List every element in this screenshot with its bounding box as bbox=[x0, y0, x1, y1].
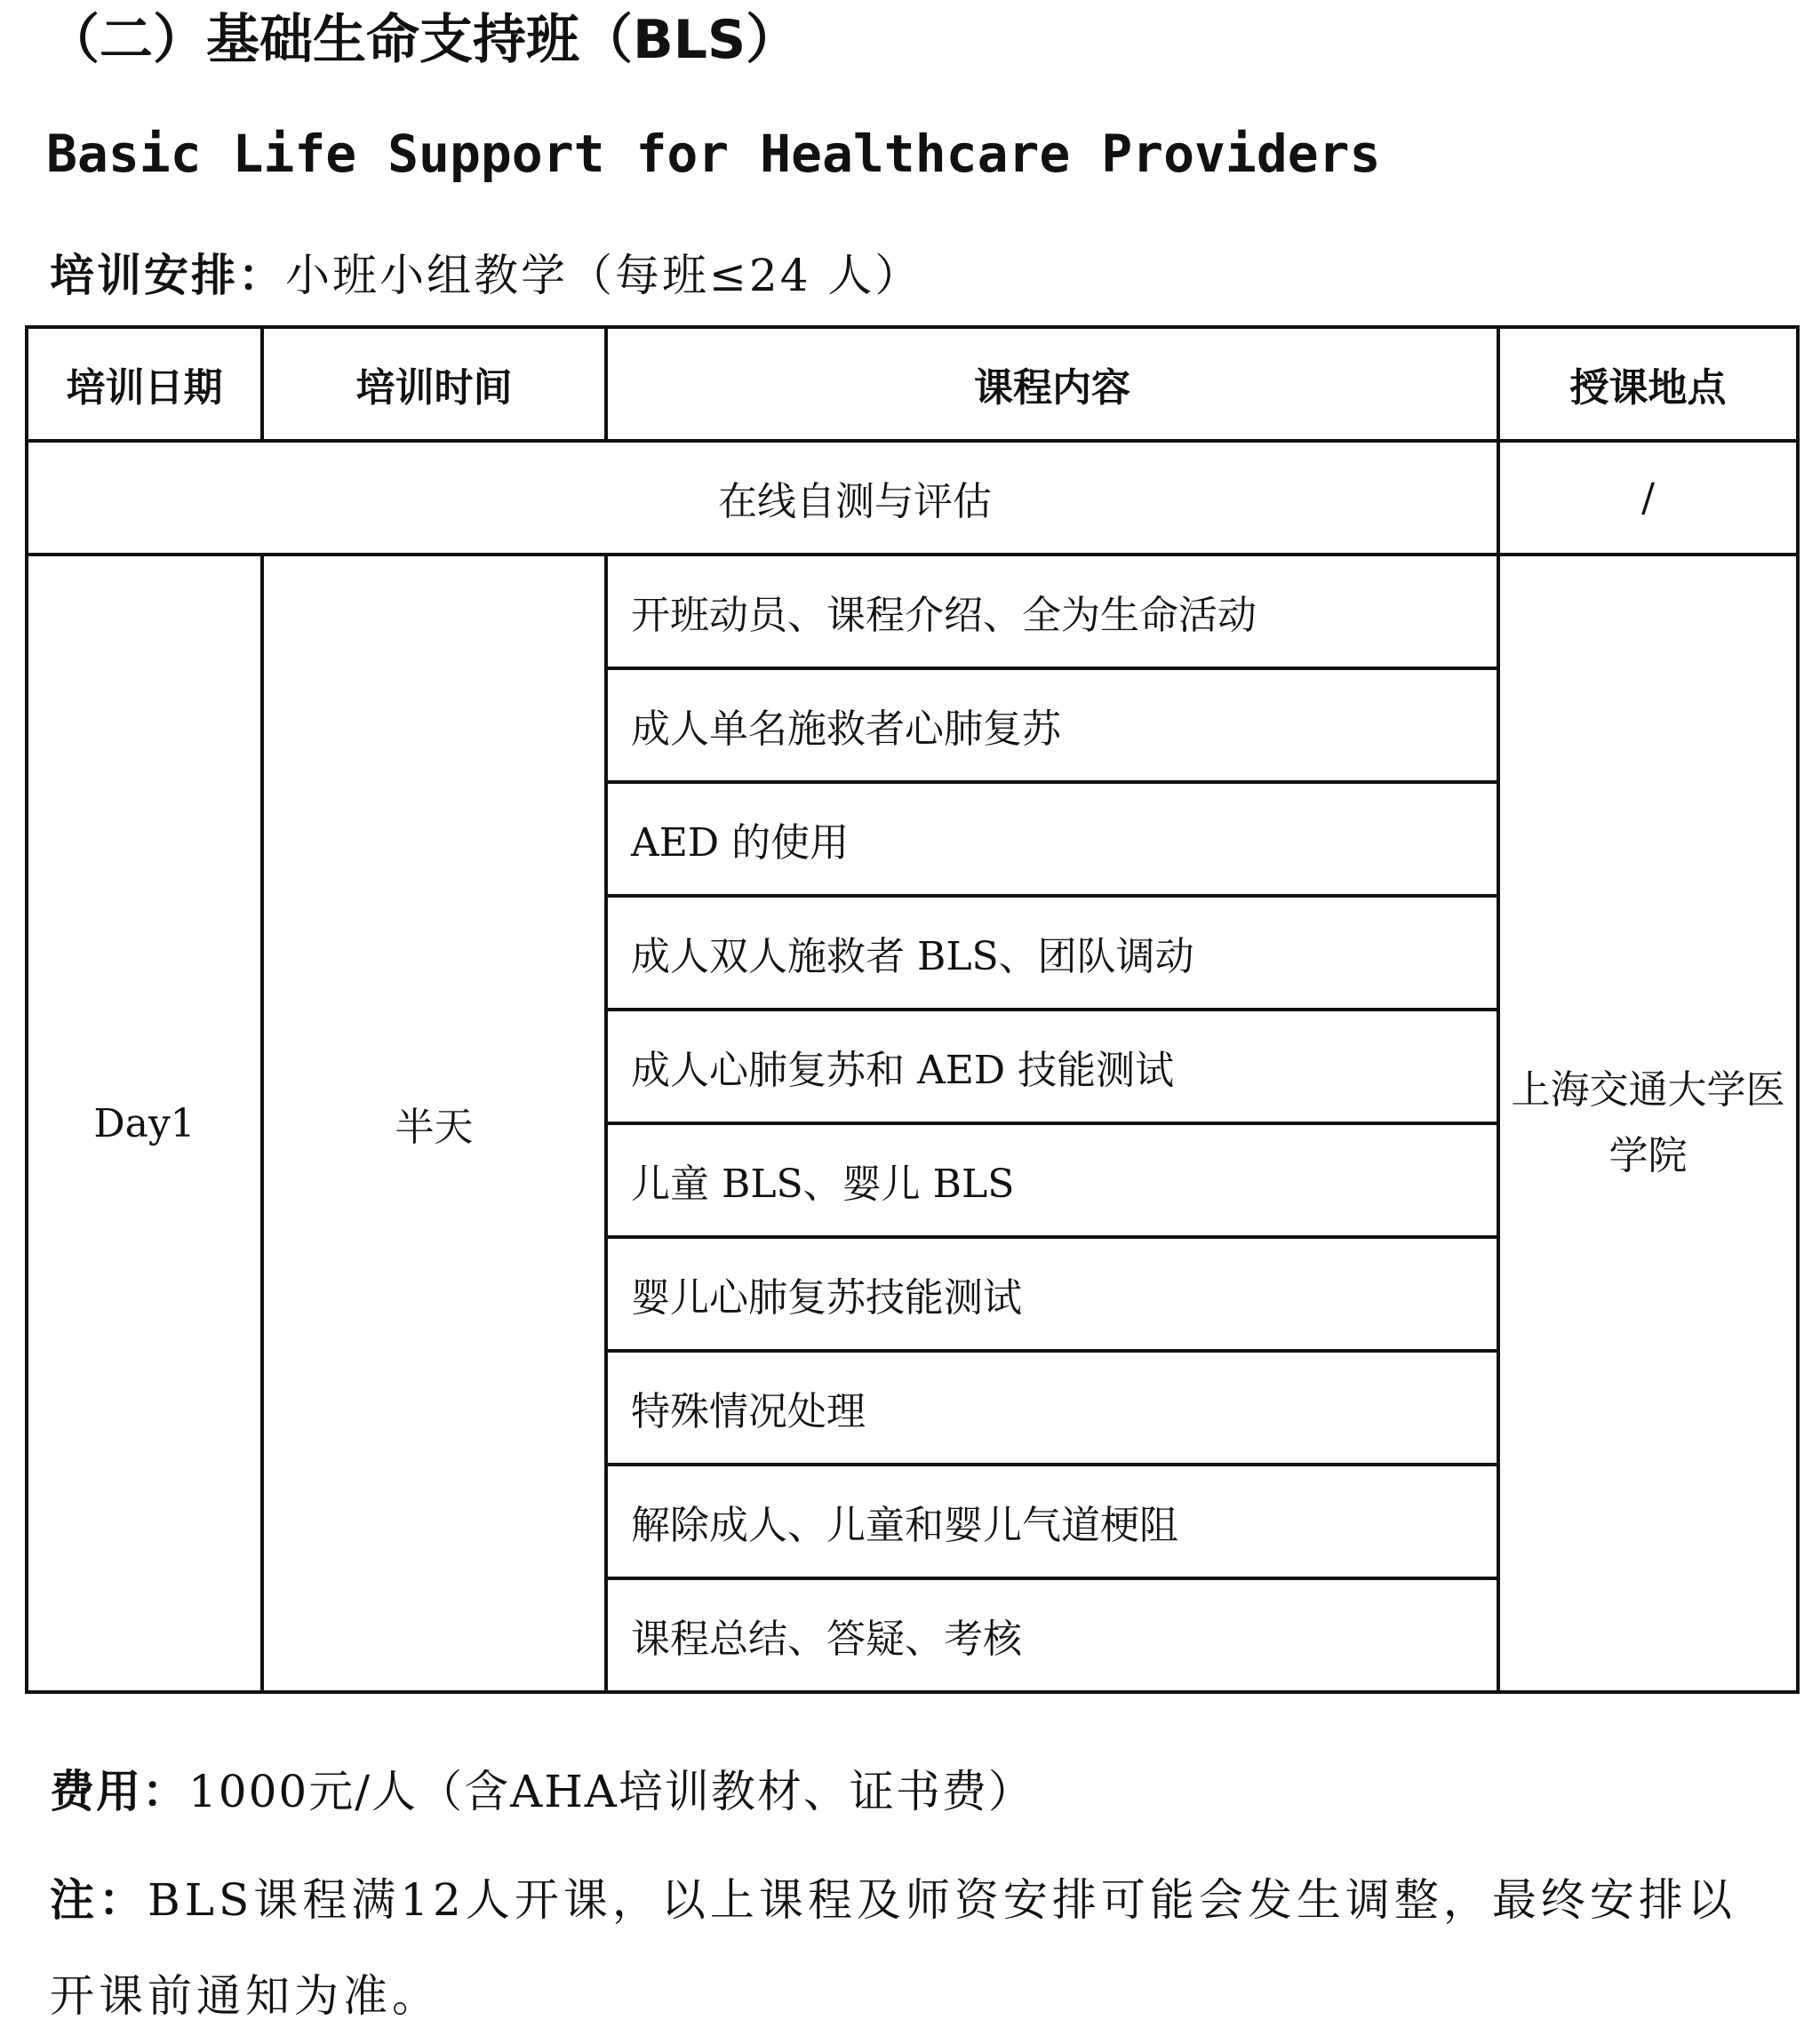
note-paragraph bbox=[50, 1852, 1783, 2044]
online-assessment-row bbox=[27, 441, 1798, 555]
training-arrangement bbox=[50, 240, 922, 311]
course-item: 成人单名施救者心肺复苏 bbox=[606, 668, 1498, 782]
table-row bbox=[27, 555, 1798, 668]
header-training-time: 培训时间 bbox=[262, 327, 606, 441]
course-item: 成人心肺复苏和 AED 技能测试 bbox=[606, 1010, 1498, 1123]
course-item: 开班动员、课程介绍、全为生命活动 bbox=[606, 555, 1498, 668]
course-item: 成人双人施救者 BLS、团队调动 bbox=[606, 896, 1498, 1010]
table-header-row bbox=[27, 327, 1798, 441]
course-item: 儿童 BLS、婴儿 BLS bbox=[606, 1123, 1498, 1237]
course-item: 特殊情况处理 bbox=[606, 1351, 1498, 1465]
section-title: （二）基础生命支持班（BLS） bbox=[46, 9, 800, 71]
fee-line bbox=[50, 1756, 1034, 1827]
course-item: 解除成人、儿童和婴儿气道梗阻 bbox=[606, 1465, 1498, 1578]
day-cell: Day1 bbox=[27, 555, 262, 1692]
course-subtitle-english: Basic Life Support for Healthcare Providers bbox=[46, 124, 1381, 184]
note-text: BLS课程满12人开课，以上课程及师资安排可能会发生调整，最终安排以开课前通知为准。 bbox=[50, 1874, 1736, 2022]
course-item: 婴儿心肺复苏技能测试 bbox=[606, 1237, 1498, 1351]
header-location: 授课地点 bbox=[1498, 327, 1798, 441]
location-cell: 上海交通大学医学院 bbox=[1498, 555, 1798, 1692]
note-label: 注： bbox=[50, 1874, 148, 1926]
time-cell: 半天 bbox=[262, 555, 606, 1692]
schedule-table bbox=[25, 325, 1800, 1694]
fee-text: 1000元/人（含AHA培训教材、证书费） bbox=[188, 1766, 1034, 1817]
online-assessment-cell bbox=[27, 441, 1498, 555]
fee-label: 费用： bbox=[50, 1766, 188, 1817]
course-item: AED 的使用 bbox=[606, 782, 1498, 896]
header-training-date: 培训日期 bbox=[27, 327, 262, 441]
online-assessment-place: / bbox=[1498, 441, 1798, 555]
course-item: 课程总结、答疑、考核 bbox=[606, 1578, 1498, 1692]
training-arrangement-label: 培训安排： bbox=[50, 250, 285, 301]
training-arrangement-text: 小班小组教学（每班≤24 人） bbox=[285, 250, 922, 301]
online-assessment-text: 在线自测与评估 bbox=[718, 479, 992, 524]
header-course-content: 课程内容 bbox=[606, 327, 1498, 441]
